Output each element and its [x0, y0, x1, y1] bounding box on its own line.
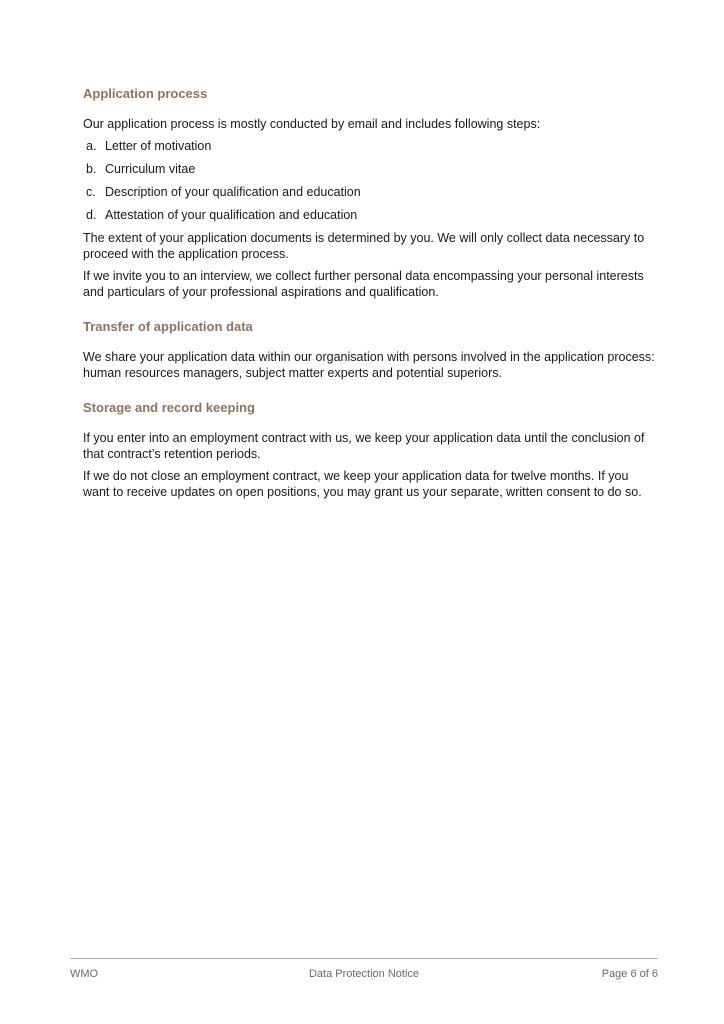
paragraph: If you enter into an employment contract with us, we keep your application data until the conclusion of that contract’s retention periods.	[83, 431, 645, 461]
list-item-text: Curriculum vitae	[105, 162, 196, 176]
list-marker: c.	[86, 185, 96, 199]
list-marker: d.	[86, 208, 97, 222]
section-heading: Storage and record keeping	[83, 400, 255, 415]
document-body	[83, 86, 658, 506]
list-item-text: Description of your qualification and education	[105, 185, 361, 199]
list-item	[83, 138, 658, 154]
footer-organisation: WMO	[70, 968, 99, 980]
section-storage-and-record-keeping	[83, 400, 658, 500]
section-intro: Our application process is mostly conducted by email and includes following steps:	[83, 117, 541, 131]
paragraph: The extent of your application documents is determined by you. We will only collect data necessary to proceed with the application process.	[83, 231, 645, 261]
section-application-process	[83, 86, 658, 300]
paragraph: If we do not close an employment contract, we keep your application data for twelve months. If you want to receive updates on open positions, you may grant us your separate, written consent to do so.	[83, 469, 642, 499]
footer-document-title: Data Protection Notice	[308, 968, 420, 980]
list-item	[83, 161, 658, 177]
list-item	[83, 207, 658, 223]
section-transfer-of-application-data	[83, 319, 658, 381]
paragraph: We share your application data within our organisation with persons involved in the application process: human resources managers, subject matter experts and potential superiors.	[83, 350, 655, 380]
footer-page-number: Page 6 of 6	[601, 968, 658, 980]
section-heading: Transfer of application data	[83, 319, 253, 334]
list-marker: b.	[86, 162, 97, 176]
section-heading: Application process	[83, 86, 208, 101]
list-marker: a.	[86, 139, 97, 153]
page-footer	[70, 958, 658, 982]
list-item-text: Letter of motivation	[105, 139, 212, 153]
steps-list	[83, 138, 658, 223]
paragraph: If we invite you to an interview, we collect further personal data encompassing your personal interests and particulars of your professional aspirations and qualification.	[83, 269, 644, 299]
list-item-text: Attestation of your qualification and education	[105, 208, 358, 222]
list-item	[83, 184, 658, 200]
